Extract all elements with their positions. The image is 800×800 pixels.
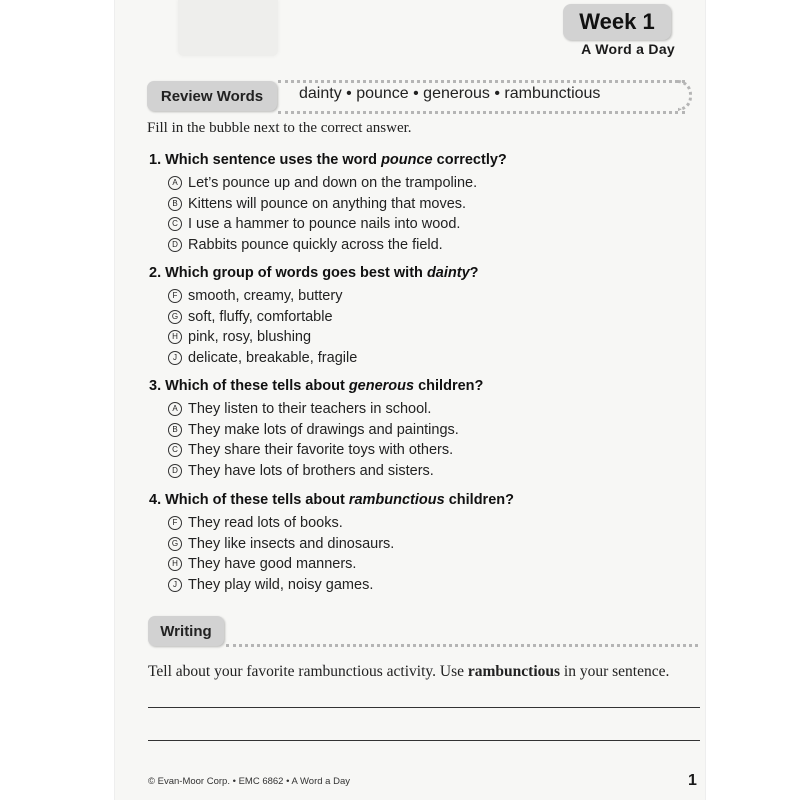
answer-option[interactable] [168,214,689,235]
question-text: 4. Which of these tells about rambunctious children? [149,492,514,508]
instructions: Fill in the bubble next to the correct answer. [147,120,412,136]
review-words-label: Review Words [147,81,277,111]
answer-text: They listen to their teachers in school. [188,401,432,418]
page-number: 1 [688,772,697,789]
answer-option[interactable] [168,307,689,328]
answer-option[interactable] [168,440,689,461]
question-text: 3. Which of these tells about generous children? [149,378,484,394]
answer-option[interactable] [168,286,689,307]
answer-option[interactable] [168,173,689,194]
answer-text: They share their favorite toys with others. [188,442,454,459]
question-1 [149,152,689,255]
answer-option[interactable] [168,399,689,420]
answer-text: smooth, creamy, buttery [188,288,343,305]
answer-text: They have good manners. [188,556,357,573]
question-3 [149,378,689,481]
answer-bubble[interactable]: A [168,176,182,190]
answer-option[interactable] [168,534,689,555]
answer-bubble[interactable]: J [168,578,182,592]
answer-text: They like insects and dinosaurs. [188,535,395,552]
answer-option[interactable] [168,327,689,348]
question-text: 1. Which sentence uses the word pounce correctly? [149,152,507,168]
question-text: 2. Which group of words goes best with dainty? [149,265,479,281]
answer-text: Let’s pounce up and down on the trampoline. [188,175,478,192]
answer-option[interactable] [168,420,689,441]
answer-bubble[interactable]: C [168,217,182,231]
answer-line[interactable] [148,707,700,708]
question-keyword: generous [348,378,415,394]
answer-bubble[interactable]: F [168,289,182,303]
question-4 [149,492,689,595]
writing-border [226,644,698,647]
review-border-top [278,80,685,83]
answer-option[interactable] [168,575,689,596]
answer-bubble[interactable]: C [168,443,182,457]
answer-bubble[interactable]: B [168,423,182,437]
answer-bubble[interactable]: H [168,557,182,571]
writing-keyword: rambunctious [467,663,561,680]
answer-bubble[interactable]: H [168,330,182,344]
week-tab: Week 1 [563,4,671,40]
review-words-list: dainty • pounce • generous • rambunctious [299,85,601,102]
answer-option[interactable] [168,235,689,256]
answer-option[interactable] [168,554,689,575]
answer-bubble[interactable]: G [168,310,182,324]
answer-text: I use a hammer to pounce nails into wood. [188,216,461,233]
answer-bubble[interactable]: G [168,537,182,551]
answer-text: They read lots of books. [188,515,343,532]
answer-text: They have lots of brothers and sisters. [188,462,434,479]
question-2 [149,265,689,368]
answer-bubble[interactable]: B [168,197,182,211]
answer-option[interactable] [168,348,689,369]
copyright-footer: © Evan-Moor Corp. • EMC 6862 • A Word a Day [148,776,350,787]
answer-text: Kittens will pounce on anything that moves. [188,195,467,212]
answer-text: soft, fluffy, comfortable [188,308,333,325]
answer-text: They play wild, noisy games. [188,576,374,593]
answer-line[interactable] [148,740,700,741]
answer-text: Rabbits pounce quickly across the field. [188,236,443,253]
answer-bubble[interactable]: D [168,238,182,252]
answer-option[interactable] [168,461,689,482]
question-keyword: dainty [426,265,470,281]
writing-prompt: Tell about your favorite rambunctious activity. Use rambunctious in your sentence. [148,663,670,680]
show-through-tab [178,0,278,56]
answer-option[interactable] [168,513,689,534]
writing-label: Writing [148,616,224,646]
question-keyword: rambunctious [348,492,445,508]
answer-bubble[interactable]: J [168,351,182,365]
answer-option[interactable] [168,194,689,215]
question-keyword: pounce [381,152,433,168]
answer-text: They make lots of drawings and paintings. [188,421,459,438]
answer-bubble[interactable]: F [168,516,182,530]
answer-bubble[interactable]: D [168,464,182,478]
answer-text: delicate, breakable, fragile [188,349,358,366]
page-subtitle: A Word a Day [581,41,675,57]
review-border-bottom [278,111,685,114]
answer-bubble[interactable]: A [168,402,182,416]
answer-text: pink, rosy, blushing [188,329,312,346]
